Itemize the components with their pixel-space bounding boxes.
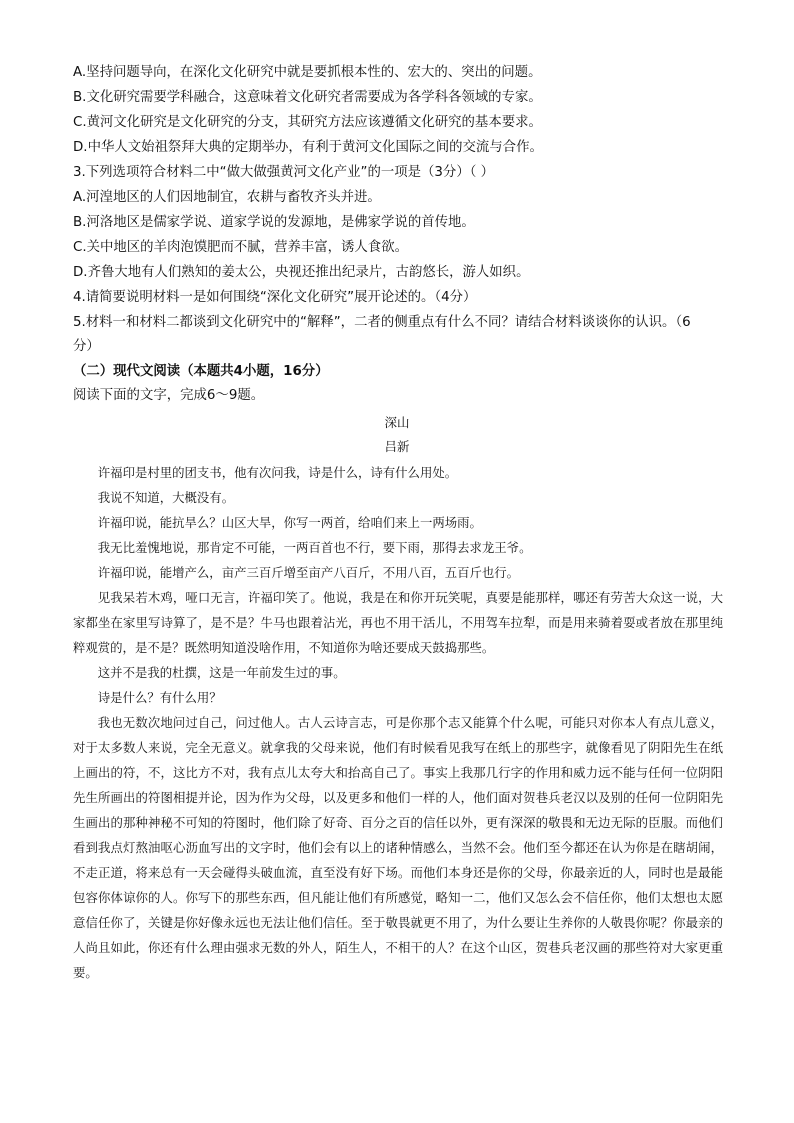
- q5-stem-line2: 分）: [73, 339, 100, 354]
- q2-option-a: A.坚持问题导向，在深化文化研究中就是要抓根本性的、宏大的、突出的问题。: [73, 65, 542, 80]
- q3-option-d: D.齐鲁大地有人们熟知的姜太公，央视还推出纪录片，古韵悠长，游人如织。: [73, 265, 530, 280]
- story-body: [73, 460, 723, 985]
- story-title: 深山: [384, 415, 410, 430]
- story-paragraph: 许福印是村里的团支书，他有次问我，诗是什么，诗有什么用处。: [97, 465, 458, 480]
- story-paragraph: 许福印说，能增产么，亩产三百斤增至亩产八百斤，不用八百，五百斤也行。: [97, 565, 520, 580]
- q2-option-b: B.文化研究需要学科融合，这意味着文化研究者需要成为各学科各领域的专家。: [73, 90, 542, 105]
- q3-stem: 3.下列选项符合材料二中“做大做强黄河文化产业”的一项是（3分）（ ）: [73, 165, 495, 180]
- story-paragraph: 我说不知道，大概没有。: [97, 490, 235, 505]
- story-paragraph: 这并不是我的杜撰，这是一年前发生过的事。: [97, 665, 346, 680]
- q4-stem: 4.请简要说明材料一是如何围绕“深化文化研究”展开论述的。（4分）: [73, 290, 477, 305]
- q2-option-c: C.黄河文化研究是文化研究的分支，其研究方法应该遵循文化研究的基本要求。: [73, 115, 542, 130]
- story-paragraph: 诗是什么？有什么用？: [97, 690, 222, 705]
- story-paragraph: 许福印说，能抗旱么？山区大旱，你写一两首，给咱们来上一两场雨。: [97, 515, 482, 530]
- section-instruction: 阅读下面的文字，完成6～9题。: [73, 388, 265, 403]
- q3-option-c: C.关中地区的羊肉泡馍肥而不腻，营养丰富，诱人食欲。: [73, 240, 408, 255]
- story-paragraph: 我无比羞愧地说，那肯定不可能，一两百首也不行，要下雨，那得去求龙王爷。: [97, 540, 532, 555]
- q3-option-b: B.河洛地区是儒家学说、道家学说的发源地，是佛家学说的首传地。: [73, 215, 475, 230]
- q2-option-d: D.中华人文始祖祭拜大典的定期举办，有利于黄河文化国际之间的交流与合作。: [73, 140, 543, 155]
- story-author: 吕新: [384, 439, 410, 454]
- story-paragraph: 见我呆若木鸡，哑口无言，许福印笑了。他说，我是在和你开玩笑呢，真要是能那样，哪还有劳苦大众这一说，大家都坐在家里写诗算了，是不是？牛马也跟着沾光，再也不用干活儿，不用驾车拉犁，而是用来骑着耍或者放在那里纯粹观赏的，是不是？既然明知道没啥作用，不知道你为啥还要成天鼓捣那些。: [73, 590, 723, 655]
- section-heading: （二）现代文阅读（本题共4小题，16分）: [73, 364, 329, 379]
- q3-option-a: A.河湟地区的人们因地制宜，农耕与畜牧齐头并进。: [73, 190, 381, 205]
- q5-stem-line1: 5.材料一和材料二都谈到文化研究中的“解释”，二者的侧重点有什么不同？请结合材料谈谈你的认识。（6: [73, 315, 691, 330]
- story-paragraph: 我也无数次地问过自己，问过他人。古人云诗言志，可是你那个志又能算个什么呢，可能只对你本人有点儿意义，对于太多数人来说，完全无意义。就拿我的父母来说，他们有时候看见我写在纸上的那些字，就像看见了阴阳先生在纸上画出的符，不，这比方不对，我有点儿太夸大和抬高自己了。事实上我那几行字的作用和威力远不能与任何一位阴阳先生所画出的符图相提并论，因为作为父母，以及更多和他们一样的人，他们面对贺巷兵老汉以及别的任何一位阴阳先生画出的那种神秘不可知的符图时，他们除了好奇、百分之百的信任以外，更有深深的敬畏和无边无际的臣服。而他们看到我点灯熬油呕心沥血写出的文字时，他们会有以上的诸种情感么，当然不会。他们至今都还在认为你是在瞎胡闹，不走正道，将来总有一天会碰得头破血流，直至没有好下场。而他们本身还是你的父母，你最亲近的人，同时也是最能包容你体谅你的人。你写下的那些东西，但凡能让他们有所感觉，略知一二，他们又怎么会不信任你，他们太想也太愿意信任你了，关键是你好像永远也无法让他们信任。至于敬畏就更不用了，为什么要让生养你的人敬畏你呢？你最亲的人尚且如此，你还有什么理由强求无数的外人，陌生人，不相干的人？在这个山区，贺巷兵老汉画的那些符对大家更重要。: [73, 715, 723, 980]
